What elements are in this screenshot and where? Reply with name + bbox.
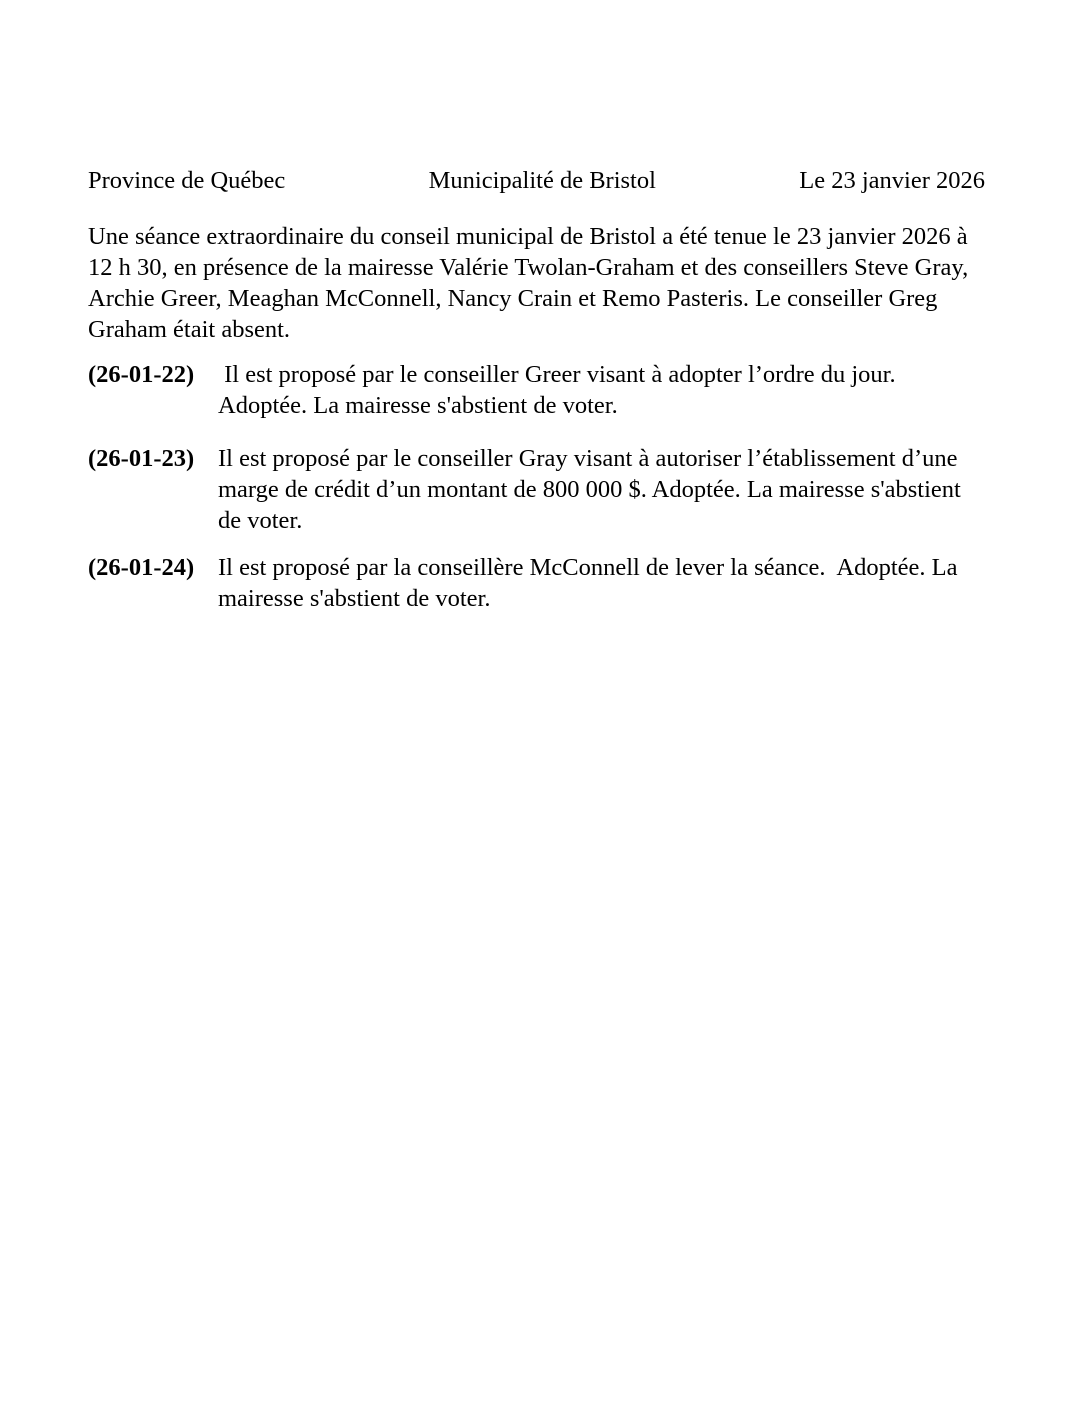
resolution-text: Il est proposé par le conseiller Greer visant à adopter l’ordre du jour. Adoptée. La mairesse s'abstient de voter. — [218, 361, 901, 419]
resolution-item — [88, 443, 985, 536]
header-municipality: Municipalité de Bristol — [428, 167, 656, 194]
resolution-number: (26-01-24) — [88, 554, 195, 581]
resolution-number: (26-01-22) — [88, 361, 195, 388]
resolution-item — [88, 359, 985, 421]
resolution-item — [88, 552, 985, 614]
header-date: Le 23 janvier 2026 — [799, 167, 985, 194]
resolution-text: Il est proposé par le conseiller Gray visant à autoriser l’établissement d’une marge de crédit d’un montant de 800 000 $. Adoptée. La mairesse s'abstient de voter. — [218, 445, 967, 534]
resolution-text: Il est proposé par la conseillère McConnell de lever la séance. Adoptée. La mairesse s'abstient de voter. — [218, 554, 964, 612]
header-province: Province de Québec — [88, 167, 286, 194]
resolution-number: (26-01-23) — [88, 445, 195, 472]
intro-paragraph: Une séance extraordinaire du conseil municipal de Bristol a été tenue le 23 janvier 2026 à 12 h 30, en présence de la mairesse Valérie Twolan-Graham et des conseillers Steve Gray, Archie Greer, Meaghan McConnell, Nancy Crain et Remo Pasteris. Le conseiller Greg Graham était absent. — [88, 223, 969, 343]
document-header — [88, 165, 985, 196]
